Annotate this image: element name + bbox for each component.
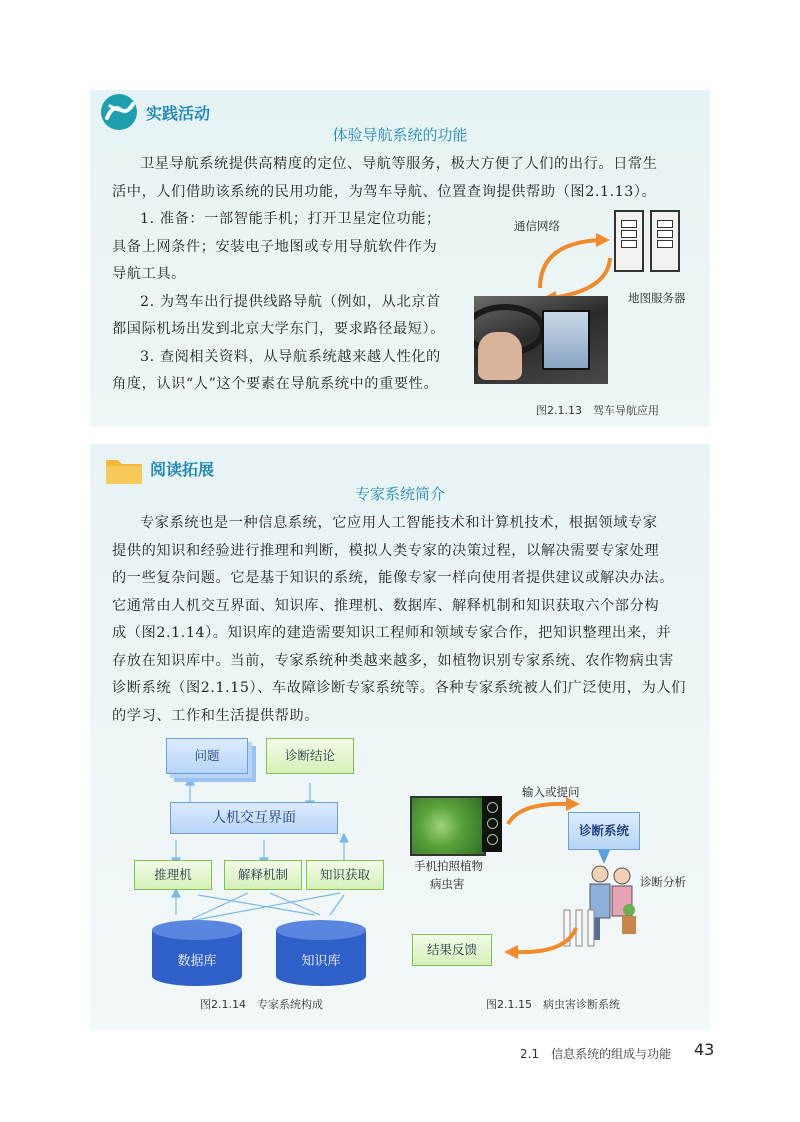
database-label: 数据库: [177, 954, 217, 969]
body-line: 成（图2.1.14）。知识库的建造需要知识工程师和领域专家合作，把知识整理出来，并: [112, 625, 672, 641]
analysis-label: 诊断分析: [640, 875, 686, 889]
database-cylinder: [152, 930, 242, 986]
figure-caption: 图2.1.15 病虫害诊断系统: [486, 998, 620, 1011]
feedback-box: 结果反馈: [412, 934, 492, 966]
knowledge-cylinder: [276, 930, 366, 986]
running-footer: 2.1 信息系统的组成与功能: [520, 1047, 672, 1061]
body-line: 的一些复杂问题。它是基于知识的系统，能像专家一样向使用者提供建议或解决办法。: [112, 570, 674, 586]
page-number: 43: [694, 1040, 715, 1059]
reading-title: 专家系统简介: [354, 485, 445, 503]
activity-label: 实践活动: [146, 104, 211, 123]
network-label: 通信网络: [514, 219, 560, 233]
diagnosis-system-box: 诊断系统: [568, 812, 640, 850]
figure-caption: 图2.1.14 专家系统构成: [200, 998, 323, 1011]
knowledge-label: 知识库: [301, 954, 341, 969]
explain-box: 解释机制: [224, 860, 302, 890]
body-line: 的学习、工作和生活提供帮助。: [112, 707, 320, 724]
step-line: 具备上网条件；安装电子地图或专用导航软件作为: [112, 238, 438, 255]
body-line: 专家系统也是一种信息系统，它应用人工智能技术和计算机技术，根据领域专家: [140, 515, 658, 531]
photo-label: 手机拍照植物: [414, 859, 483, 873]
expert-system-connectors: [120, 735, 400, 950]
body-line: 提供的知识和经验进行推理和判断，模拟人类专家的决策过程，以解决需要专家处理: [112, 542, 660, 559]
phone-icon: [482, 796, 502, 852]
server-label: 地图服务器: [628, 291, 686, 305]
step-line: 角度，认识“人”这个要素在导航系统中的重要性。: [112, 376, 439, 392]
reading-body: [112, 510, 702, 730]
intro-line: 卫星导航系统提供高精度的定位、导航等服务，极大方便了人们的出行。日常生: [140, 156, 658, 172]
intro-line: 活中，人们借助该系统的民用功能，为驾车导航、位置查询提供帮助（图2.1.13）。: [112, 183, 657, 200]
activity-title: 体验导航系统的功能: [332, 126, 468, 144]
step-line: 2. 为驾车出行提供线路导航（例如，从北京首: [140, 293, 441, 310]
photo-label: 病虫害: [430, 877, 465, 891]
question-box: 问题: [166, 738, 248, 774]
input-label: 输入或提问: [522, 785, 580, 799]
feedback-arrow-icon: [496, 924, 586, 964]
activity-steps: [112, 206, 472, 399]
acquire-box: 知识获取: [306, 860, 384, 890]
figure-caption: 图2.1.13 驾车导航应用: [536, 404, 659, 417]
body-line: 存放在知识库中。当前，专家系统种类越来越多，如植物识别专家系统、农作物病虫害: [112, 652, 674, 669]
step-line: 3. 查阅相关资料，从导航系统越来越人性化的: [140, 348, 441, 365]
step-line: 1. 准备：一部智能手机；打开卫星定位功能；: [140, 211, 441, 227]
interface-box: 人机交互界面: [170, 802, 338, 834]
body-line: 诊断系统（图2.1.15）、车故障诊断专家系统等。各种专家系统被人们广泛使用，为人们: [112, 680, 686, 696]
folder-icon: [104, 452, 144, 486]
reading-label: 阅读拓展: [150, 460, 215, 479]
inference-box: 推理机: [134, 860, 212, 890]
server-icon: [650, 210, 680, 272]
car-navigation-photo: [474, 296, 608, 384]
body-line: 它通常由人机交互界面、知识库、推理机、数据库、解释机制和知识获取六个部分构: [112, 597, 660, 614]
activity-intro: [112, 151, 692, 206]
plant-photo: [410, 796, 486, 856]
conclusion-box: 诊断结论: [266, 738, 354, 774]
step-line: 都国际机场出发到北京大学东门，要求路径最短）。: [112, 321, 446, 337]
step-line: 导航工具。: [112, 266, 186, 282]
